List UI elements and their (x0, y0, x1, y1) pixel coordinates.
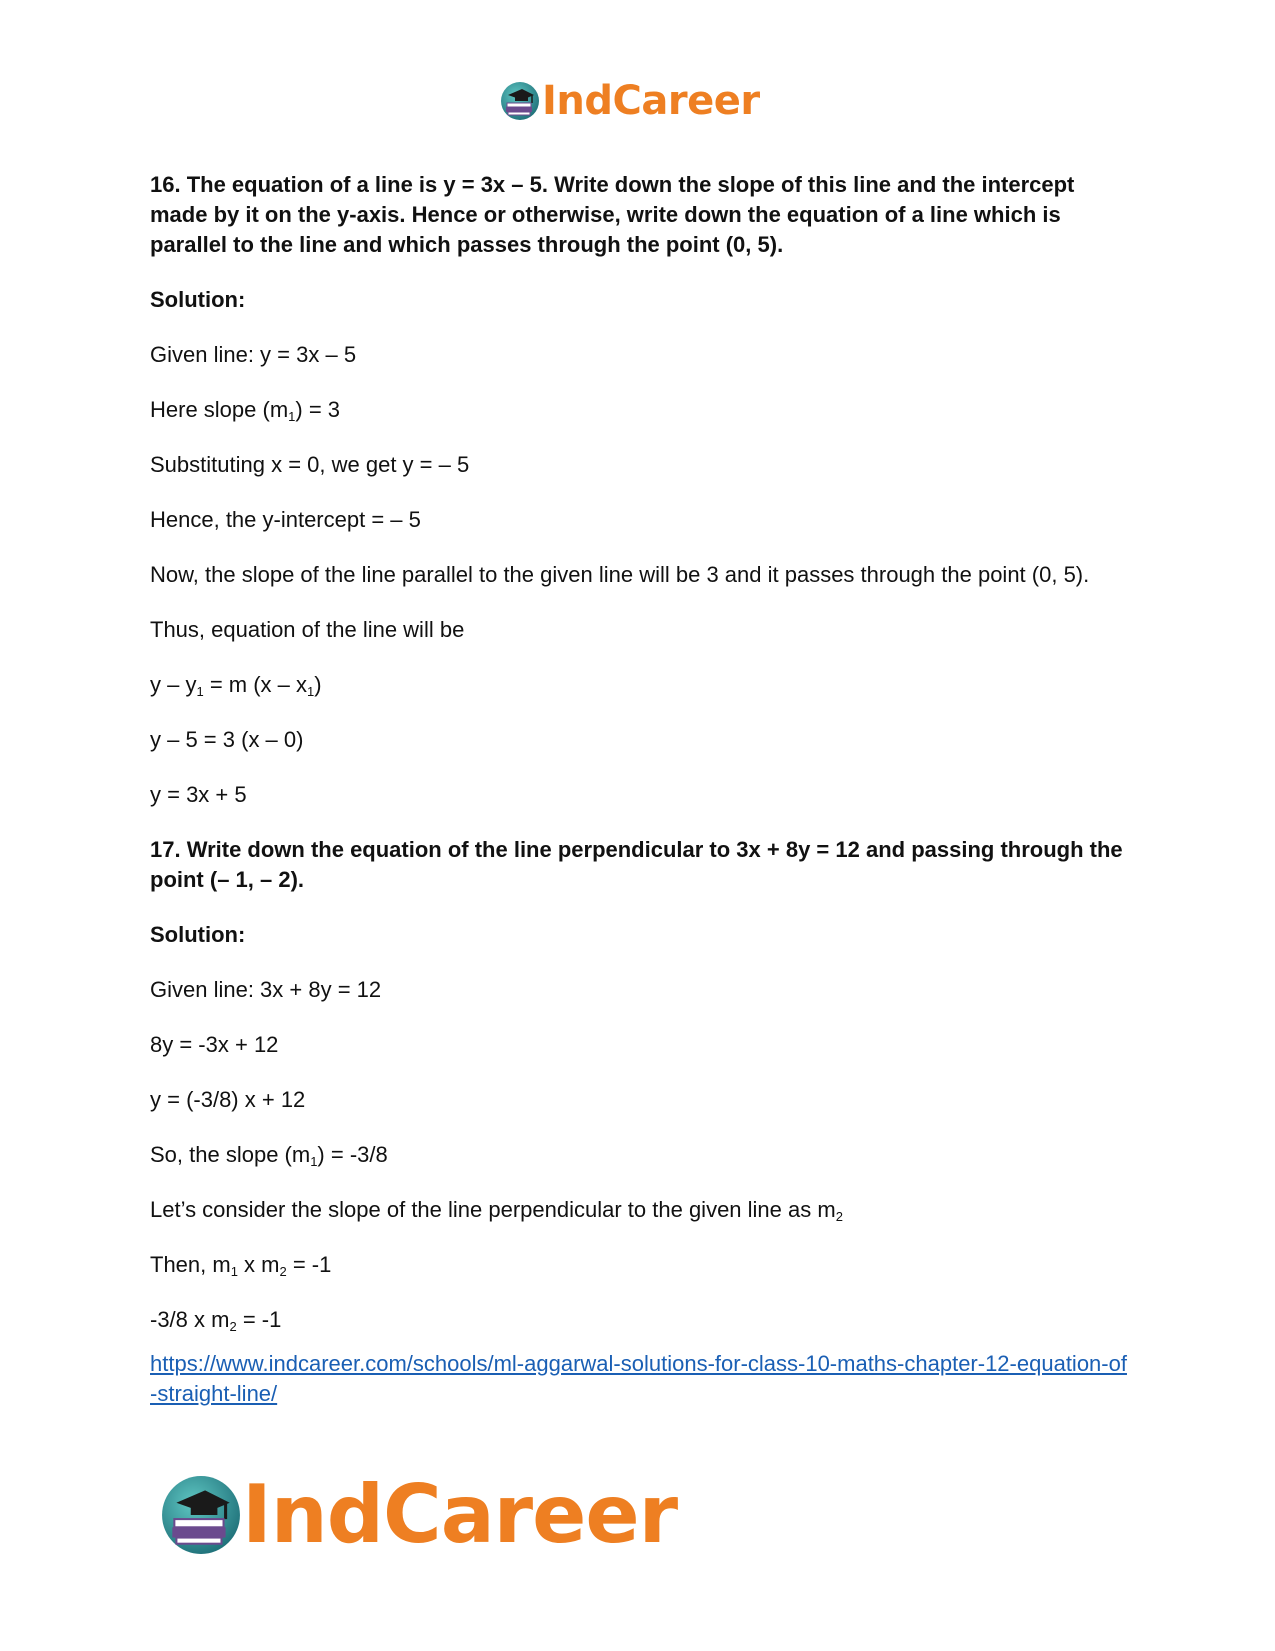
q16-line-7: $y - y_1 = m$ $(x - x_1)$ (150, 672, 322, 699)
q16-line-2: Here slope $(m_1) = 3$ (150, 397, 341, 424)
q16-line-9: y = 3x + 5 (150, 782, 247, 807)
solution-label-17: Solution: (150, 922, 246, 947)
graduation-cap-book-logo-icon (160, 1474, 242, 1556)
q17-line-4: So, the slope $(m_1) = -3/8$ (150, 1142, 388, 1169)
q17-line-7: -3/8 x $m_2 = -1$ (150, 1307, 282, 1334)
q17-line-3: y = (-3/8) x + 12 (150, 1087, 306, 1112)
q17-line-5: Let’s consider the slope of the line perpendicular to the given line as $m_2$ (150, 1197, 843, 1224)
q17-line-6: Then, $m_1$ x $m_2 = -1$ (150, 1252, 332, 1279)
solution-label-16: Solution: (150, 287, 246, 312)
q16-line-5: Now, the slope of the line parallel to the given line will be 3 and it passes through the point (0, 5). (150, 562, 1090, 587)
question-17: 17. Write down the equation of the line perpendicular to 3x + 8y = 12 and passing through the point (– 1, – 2). (150, 837, 1123, 892)
document-body (150, 170, 1130, 1409)
footer-logo-text: IndCareer (242, 1468, 678, 1561)
q16-line-1: Given line: y = 3x – 5 (150, 342, 357, 367)
header-logo (500, 78, 760, 124)
source-link[interactable]: https://www.indcareer.com/schools/ml-aggarwal-solutions-for-class-10-maths-chapter-12-equation-of-straight-line/ (150, 1351, 1127, 1406)
graduation-cap-book-logo-icon (500, 81, 540, 121)
q16-line-3: Substituting x = 0, we get y = – 5 (150, 452, 470, 477)
q16-line-4: Hence, the y-intercept = – 5 (150, 507, 421, 532)
question-16: 16. The equation of a line is y = 3x – 5. Write down the slope of this line and the intercept made by it on the y-axis. Hence or otherwise, write down the equation of a line which is parallel to the line and which passes through the point (0, 5). (150, 172, 1075, 257)
header-logo-text: IndCareer (542, 78, 760, 124)
q17-line-2: 8y = -3x + 12 (150, 1032, 279, 1057)
q17-line-1: Given line: 3x + 8y = 12 (150, 977, 382, 1002)
q16-line-6: Thus, equation of the line will be (150, 617, 465, 642)
q16-line-8: y – 5 = 3 (x – 0) (150, 727, 304, 752)
footer-logo (160, 1468, 677, 1561)
